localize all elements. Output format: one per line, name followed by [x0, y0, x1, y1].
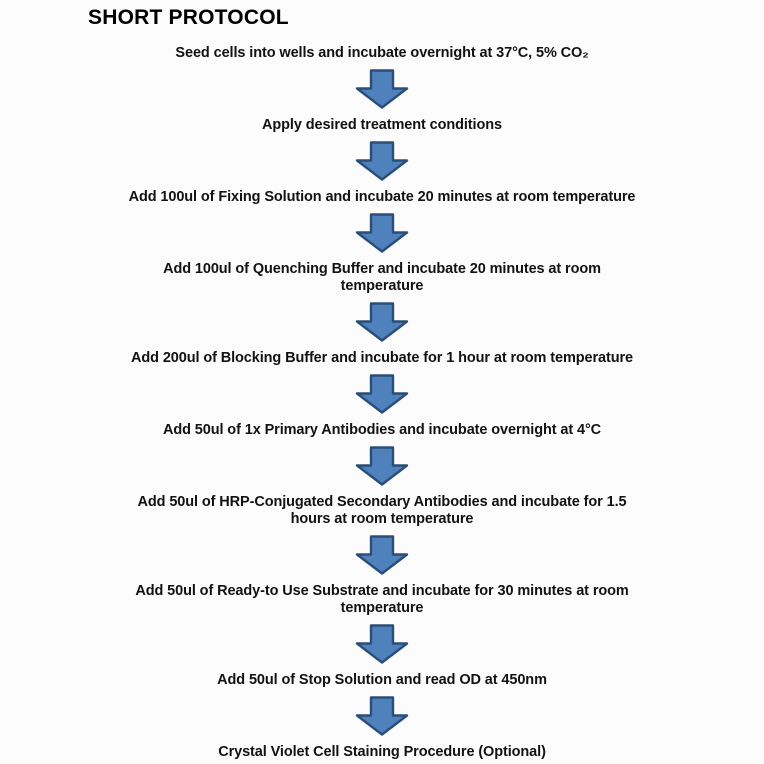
steps-container — [0, 45, 764, 761]
down-arrow-icon — [354, 213, 410, 253]
step-text: Add 50ul of Ready-to Use Substrate and incubate for 30 minutes at room — [135, 583, 629, 599]
down-arrow-icon — [354, 446, 410, 486]
page-title: SHORT PROTOCOL — [88, 6, 289, 29]
step-text: Add 200ul of Blocking Buffer and incubate for 1 hour at room temperature — [131, 350, 633, 366]
step-text: Add 50ul of HRP-Conjugated Secondary Antibodies and incubate for 1.5 — [137, 494, 627, 510]
step-text: temperature — [340, 600, 424, 616]
protocol-step-5 — [0, 350, 764, 367]
protocol-step-4 — [0, 261, 764, 295]
step-text: Add 50ul of 1x Primary Antibodies and incubate overnight at 4°C — [162, 422, 602, 438]
step-text: hours at room temperature — [290, 511, 474, 527]
down-arrow-icon — [354, 535, 410, 575]
protocol-step-8 — [0, 583, 764, 617]
protocol-step-10 — [0, 744, 764, 761]
step-text: Add 50ul of Stop Solution and read OD at 450nm — [217, 672, 547, 688]
step-text: Add 100ul of Quenching Buffer and incubate 20 minutes at room — [163, 261, 601, 277]
protocol-step-1 — [0, 45, 764, 62]
down-arrow-icon — [354, 69, 410, 109]
protocol-step-3 — [0, 189, 764, 206]
down-arrow-icon — [354, 374, 410, 414]
down-arrow-icon — [354, 696, 410, 736]
down-arrow-icon — [354, 302, 410, 342]
down-arrow-icon — [354, 141, 410, 181]
step-text: Crystal Violet Cell Staining Procedure (Optional) — [218, 744, 546, 760]
protocol-step-9 — [0, 672, 764, 689]
down-arrow-icon — [354, 624, 410, 664]
step-text: Apply desired treatment conditions — [262, 117, 502, 133]
step-text: Add 100ul of Fixing Solution and incubate 20 minutes at room temperature — [128, 189, 636, 205]
protocol-step-6 — [0, 422, 764, 439]
protocol-step-7 — [0, 494, 764, 528]
step-text: Seed cells into wells and incubate overnight at 37°C, 5% CO₂ — [175, 45, 589, 61]
protocol-step-2 — [0, 117, 764, 134]
step-text: temperature — [340, 278, 424, 294]
